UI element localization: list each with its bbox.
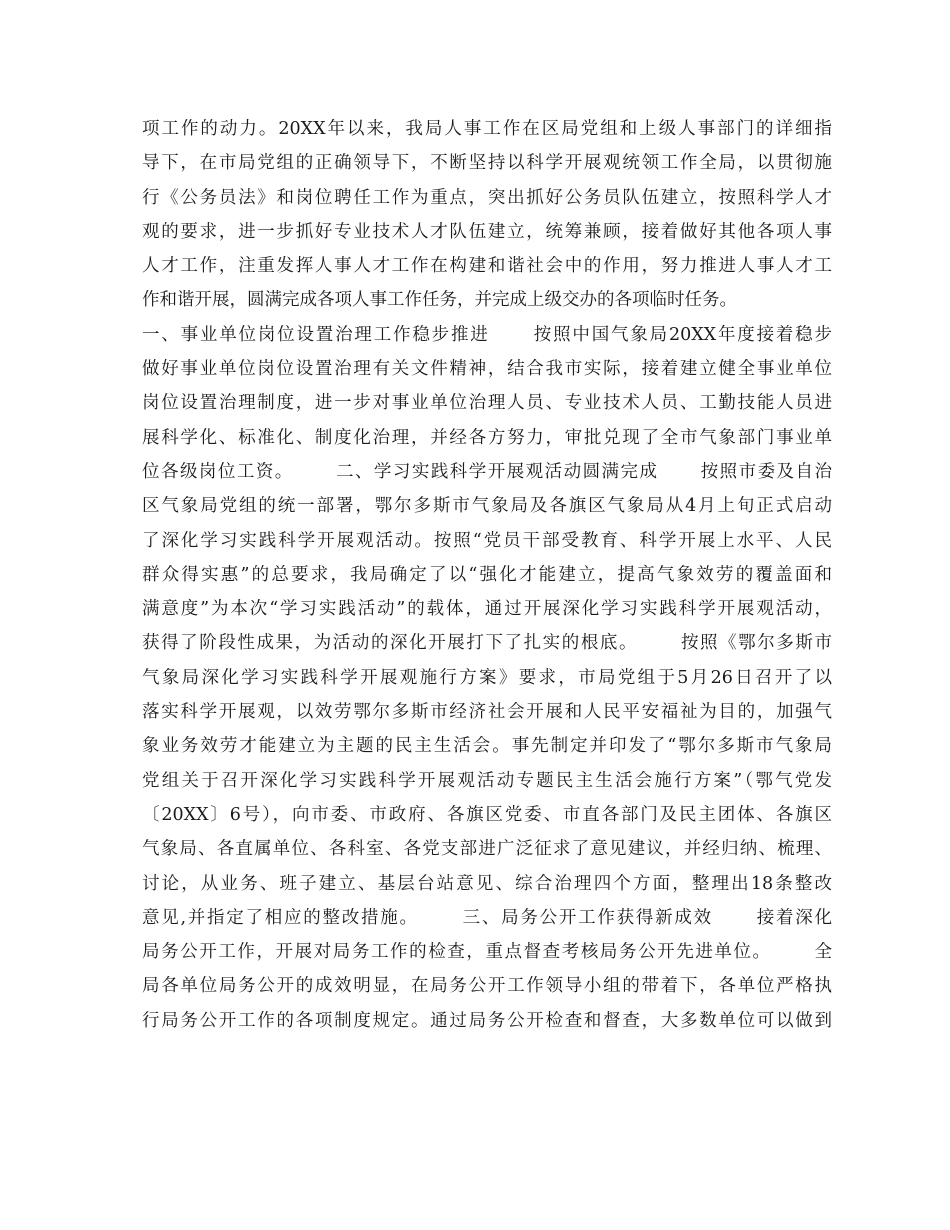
text-line-25: 局务公开工作，开展对局务工作的检查，重点督查考核局务公开先进单位。 全 — [142, 942, 832, 963]
text-line-4: 观的要求，进一步抓好专业技术人才队伍建立，统筹兼顾，接着做好其他各项人事 — [142, 221, 832, 242]
text-line-2: 导下，在市局党组的正确领导下，不断坚持以科学开展观统领工作全局，以贯彻施 — [142, 153, 832, 174]
text-line-7: 一、事业单位岗位设置治理工作稳步推进 按照中国气象局20XX年度接着稳步 — [142, 324, 832, 345]
text-line-21: 〔20XX〕6号），向市委、市政府、各旗区党委、市直各部门及民主团体、各旗区 — [142, 804, 832, 825]
text-line-24: 意见,并指定了相应的整改措施。 三、局务公开工作获得新成效 接着深化 — [142, 907, 832, 928]
text-line-19: 象业务效劳才能建立为主题的民主生活会。事先制定并印发了“鄂尔多斯市气象局 — [142, 736, 832, 757]
text-line-5: 人才工作，注重发挥人事人才工作在构建和谐社会中的作用，努力推进人事人才工 — [142, 256, 832, 277]
text-line-6: 作和谐开展，圆满完成各项人事工作任务，并完成上级交办的各项临时任务。 — [142, 290, 737, 311]
body-text — [142, 112, 832, 1038]
text-line-17: 气象局深化学习实践科学开展观施行方案》要求，市局党组于5月26日召开了以 — [142, 667, 832, 688]
text-line-20: 党组关于召开深化学习实践科学开展观活动专题民主生活会施行方案”（鄂气党发 — [142, 770, 832, 791]
text-line-10: 展科学化、标准化、制度化治理，并经各方努力，审批兑现了全市气象部门事业单 — [142, 427, 832, 448]
text-line-11: 位各级岗位工资。 二、学习实践科学开展观活动圆满完成 按照市委及自治 — [142, 461, 832, 482]
text-line-13: 了深化学习实践科学开展观活动。按照“党员干部受教育、科学开展上水平、人民 — [142, 530, 832, 551]
text-line-15: 满意度”为本次“学习实践活动”的载体，通过开展深化学习实践科学开展观活动， — [142, 599, 832, 620]
text-line-8: 做好事业单位岗位设置治理有关文件精神，结合我市实际，接着建立健全事业单位 — [142, 359, 832, 380]
text-line-12: 区气象局党组的统一部署，鄂尔多斯市气象局及各旗区气象局从4月上旬正式启动 — [142, 496, 832, 517]
text-line-18: 落实科学开展观，以效劳鄂尔多斯市经济社会开展和人民平安福祉为目的，加强气 — [142, 702, 832, 723]
text-line-27: 行局务公开工作的各项制度规定。通过局务公开检查和督查，大多数单位可以做到 — [142, 1010, 832, 1031]
text-line-1: 项工作的动力。20XX年以来，我局人事工作在区局党组和上级人事部门的详细指 — [142, 119, 832, 139]
text-line-9: 岗位设置治理制度，进一步对事业单位治理人员、专业技术人员、工勤技能人员进 — [142, 393, 832, 414]
text-line-23: 讨论，从业务、班子建立、基层台站意见、综合治理四个方面，整理出18条整改 — [142, 873, 832, 894]
text-line-3: 行《公务员法》和岗位聘任工作为重点，突出抓好公务员队伍建立，按照科学人才 — [142, 187, 832, 208]
text-line-14: 群众得实惠”的总要求，我局确定了以“强化才能建立，提高气象效劳的覆盖面和 — [142, 564, 832, 585]
text-line-22: 气象局、各直属单位、各科室、各党支部进广泛征求了意见建议，并经归纳、梳理、 — [142, 839, 832, 860]
text-line-16: 获得了阶段性成果，为活动的深化开展打下了扎实的根底。 按照《鄂尔多斯市 — [142, 633, 832, 654]
text-line-26: 局各单位局务公开的成效明显，在局务公开工作领导小组的带着下，各单位严格执 — [142, 976, 832, 997]
